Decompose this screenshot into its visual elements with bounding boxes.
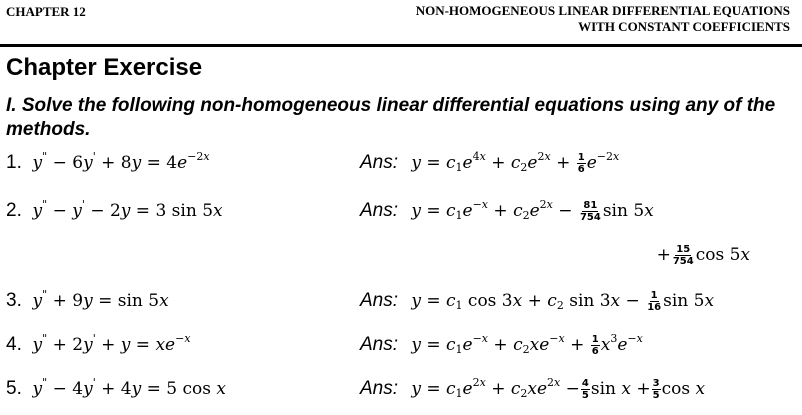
answer-equation-continued: + $\frac{15}{754}$ cos 5x [656,244,750,267]
problem-equation: y" + 9y = sin 5x [32,288,169,311]
answer-5 [360,378,705,401]
answer-equation: $y = c_1e^{4x} + c_2e^{2x}$ + $\frac{1}{6}$ $e^{-2x}$ [411,150,620,175]
fraction: $\frac{1}{16}$ [647,290,662,313]
answer-label: Ans: [360,200,399,221]
chapter-label: CHAPTER 12 [6,4,86,19]
answer-equation: $y = c_1e^{-x} + c_2xe^{-x}$ + $\frac{1}{6}$ $x^3e^{-x}$ [411,332,643,357]
problem-number: 1. [6,152,22,173]
fraction: $\frac{81}{754}$ [579,200,601,223]
chapter-topic-line-1: NON-HOMOGENEOUS LINEAR DIFFERENTIAL EQUATIONS [415,3,790,18]
answer-label: Ans: [360,334,399,355]
problem-1 [6,152,210,174]
chapter-topic [416,3,790,35]
fraction: $\frac{1}{6}$ [591,334,599,357]
problem-number: 3. [6,290,22,311]
problem-3 [6,290,169,312]
problem-equation: y" − 4y' + 4y = 5 cos x [32,376,226,399]
problem-number: 2. [6,200,22,221]
fraction: $\frac{3}{5}$ [652,378,660,401]
answer-label: Ans: [360,152,399,173]
problem-4 [6,334,191,356]
answer-1 [360,152,619,175]
instruction-text: I. Solve the following non-homogeneous linear differential equations using any of the methods. [6,95,776,140]
fraction: $\frac{4}{5}$ [581,378,589,401]
problem-number: 5. [6,378,22,399]
answer-equation: $y = c_1$ $\cos 3x + c_2$ sin 3x − $\frac{1}{16}$ sin 5x [411,290,715,313]
fraction: $\frac{15}{754}$ [672,244,694,267]
header-divider [0,44,802,47]
problem-equation: $y^" - 6y' + 8y = 4e^{-2x}$ [32,150,210,173]
answer-equation: $y = c_1e^{2x} + c_2xe^{2x}$ − $\frac{4}{5}$ sin x + $\frac{3}{5}$ cos x [411,376,706,401]
answer-2-continued [657,244,750,267]
problem-2 [6,200,223,222]
answer-3 [360,290,714,313]
answer-2 [360,200,654,223]
section-title: Chapter Exercise [6,54,203,81]
fraction: $\frac{1}{6}$ [577,152,585,175]
answer-4 [360,334,643,357]
chapter-topic-line-2: WITH CONSTANT COEFFICIENTS [578,19,790,34]
problem-5 [6,378,226,400]
answer-label: Ans: [360,378,399,399]
problem-equation: $y^" + 2y' + y = xe^{-x}$ [32,332,191,355]
answer-equation: $y = c_1e^{-x} + c_2e^{2x}$ − $\frac{81}{754}$ sin 5x [411,198,654,223]
problem-number: 4. [6,334,22,355]
problem-equation: y" − y' − 2y = 3 sin 5x [32,198,223,221]
answer-label: Ans: [360,290,399,311]
